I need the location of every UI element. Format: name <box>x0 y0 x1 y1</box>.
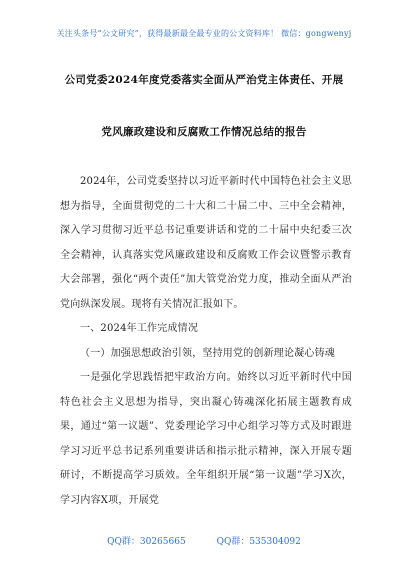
body-paragraph: 一是强化学思践悟把牢政治方向。始终以习近平新时代中国特色社会主义思想为指导，突出凝心铸魂深化拓展主题教育成果，通过“第一议题”、党委理论学习中心组学习等方式及时跟进学习习近平总书记系列重要讲话和指示批示精神，深入开展专题研讨，不断提高学习质效。全年组织开展“第一议题”学习X次，学习内容X项，开展党 <box>60 372 352 506</box>
footer-contacts <box>0 534 408 547</box>
document-body <box>60 170 352 513</box>
header-promo: 关注头条号“公文研究”，获得最新最全最专业的公文资料库！ 微信：gongwenyj <box>56 29 352 38</box>
intro-paragraph: 2024年，公司党委坚持以习近平新时代中国特色社会主义思想为指导，全面贯彻党的二十大和二十届二中、三中全会精神，深入学习贯彻习近平总书记重要讲话和党的二十届中央纪委三次全会精神，认真落实党风廉政建设和反腐败工作会议暨警示教育大会部署，强化“两个责任”加大管党治党力度，推动全面从严治党向纵深发展。现将有关情况汇报如下。 <box>60 176 352 310</box>
subsection-heading: （一）加强思想政治引领，坚持用党的创新理论凝心铸魂 <box>80 347 335 359</box>
section-heading: 一、2024年工作完成情况 <box>80 323 199 334</box>
footer-qq-group-2: QQ群：535304092 <box>216 537 301 547</box>
footer-qq-group-1: QQ群：30265665 <box>107 537 186 547</box>
document-title-line-2: 党风廉政建设和反腐败工作情况总结的报告 <box>101 126 307 138</box>
document-title-line-1: 公司党委2024年度党委落实全面从严治党主体责任、开展 <box>64 74 344 86</box>
